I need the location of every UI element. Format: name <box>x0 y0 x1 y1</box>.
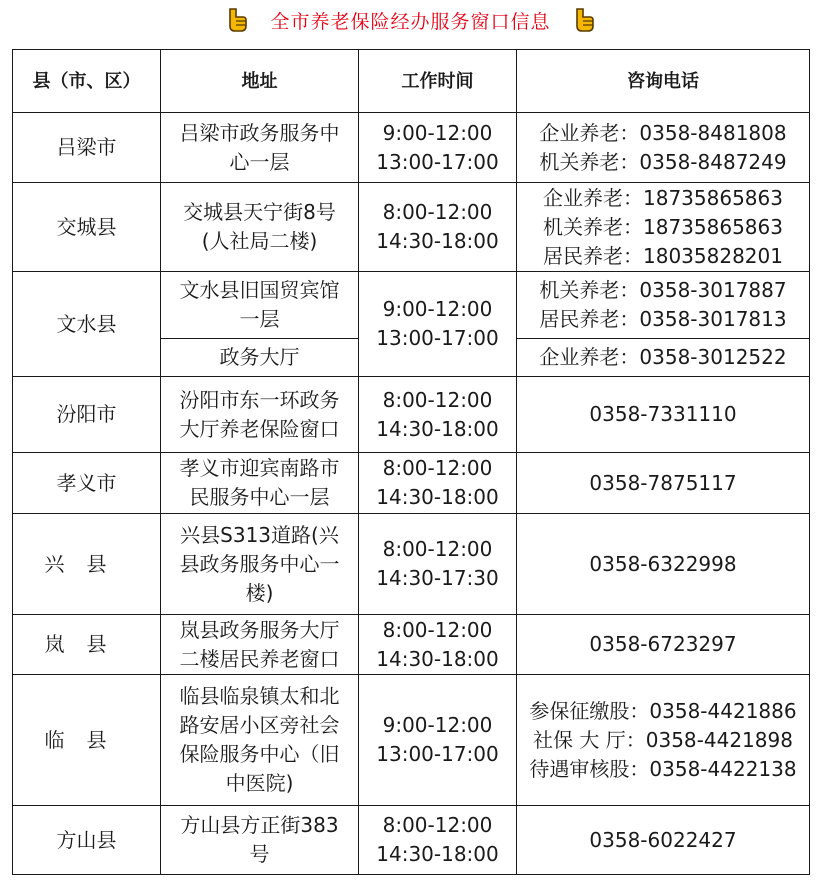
table-row <box>13 514 810 615</box>
address-cell: 政务大厅 <box>161 339 359 377</box>
phone-cell: 0358-6322998 <box>517 514 810 615</box>
phone-line: 机关养老：0358-8487249 <box>539 149 787 174</box>
hours-cell <box>359 377 517 453</box>
hours-line: 14:30-18:00 <box>376 485 499 509</box>
address-line: 号 <box>249 842 270 866</box>
service-window-table <box>12 49 810 875</box>
hours-line: 13:00-17:00 <box>376 742 499 766</box>
phone-line: 参保征缴股：0358-4421886 <box>529 698 797 723</box>
phone-line: 机关养老：18735865863 <box>543 214 783 239</box>
phone-cell: 企业养老：0358-3012522 <box>517 339 810 377</box>
table-row <box>13 615 810 675</box>
hours-cell <box>359 675 517 806</box>
address-line: 汾阳市东一环政务 <box>179 387 340 412</box>
hours-cell <box>359 514 517 615</box>
phone-line: 待遇审核股：0358-4422138 <box>529 756 797 781</box>
hours-line: 13:00-17:00 <box>376 149 499 174</box>
page-header <box>0 0 821 40</box>
hours-line: 9:00-12:00 <box>382 120 493 145</box>
address-line: 一层 <box>239 307 280 331</box>
address-line: 临县临泉镇太和北 <box>179 684 340 708</box>
phone-cell <box>517 272 810 339</box>
pointing-hand-icon <box>226 7 248 33</box>
phone-line: 居民养老：18035828201 <box>543 243 783 268</box>
phone-cell: 0358-7875117 <box>517 453 810 514</box>
county-cell: 孝义市 <box>13 453 161 514</box>
county-cell: 临县 <box>13 675 161 806</box>
phone-line: 社保 大 厅：0358-4421898 <box>533 727 793 752</box>
table-row <box>13 183 810 272</box>
phone-line: 居民养老：0358-3017813 <box>539 307 787 331</box>
hours-line: 13:00-17:00 <box>376 326 499 350</box>
address-line: 心一层 <box>229 149 290 174</box>
address-line: 交城县天宁街8号 <box>183 200 336 224</box>
phone-cell <box>517 675 810 806</box>
hours-cell <box>359 272 517 377</box>
address-cell <box>161 272 359 339</box>
county-cell: 汾阳市 <box>13 377 161 453</box>
address-cell <box>161 514 359 615</box>
table-row <box>13 272 810 339</box>
county-cell: 文水县 <box>13 272 161 377</box>
phone-cell <box>517 183 810 272</box>
county-cell: 岚县 <box>13 615 161 675</box>
county-cell: 吕梁市 <box>13 113 161 183</box>
phone-cell <box>517 113 810 183</box>
table-row <box>13 675 810 806</box>
county-cell: 兴县 <box>13 514 161 615</box>
address-cell <box>161 615 359 675</box>
table-header-row <box>13 50 810 113</box>
address-line: 保险服务中心（旧 <box>179 742 340 766</box>
hours-line: 9:00-12:00 <box>382 297 493 321</box>
hours-cell <box>359 113 517 183</box>
address-cell <box>161 675 359 806</box>
hours-line: 8:00-12:00 <box>382 617 493 642</box>
phone-cell: 0358-7331110 <box>517 377 810 453</box>
hours-line: 9:00-12:00 <box>382 713 493 737</box>
address-line: 孝义市迎宾南路市 <box>179 456 340 480</box>
header-county: 县（市、区） <box>13 50 161 113</box>
hours-line: 8:00-12:00 <box>382 387 493 412</box>
address-line: 文水县旧国贸宾馆 <box>179 278 340 302</box>
hours-line: 8:00-12:00 <box>382 813 493 837</box>
header-hours: 工作时间 <box>359 50 517 113</box>
hours-line: 8:00-12:00 <box>382 537 493 561</box>
address-line: 县政务服务中心一 <box>179 551 340 576</box>
address-line: 路安居小区旁社会 <box>179 713 340 737</box>
hours-line: 14:30-18:00 <box>376 229 499 253</box>
phone-cell: 0358-6022427 <box>517 806 810 875</box>
hours-line: 14:30-18:00 <box>376 416 499 441</box>
hours-line: 8:00-12:00 <box>382 456 493 480</box>
address-line: 大厅养老保险窗口 <box>179 416 340 441</box>
pointing-hand-icon <box>573 7 595 33</box>
county-cell: 交城县 <box>13 183 161 272</box>
phone-line: 机关养老：0358-3017887 <box>539 278 787 302</box>
address-line: 楼) <box>245 580 274 605</box>
address-line: 方山县方正街383 <box>180 813 339 837</box>
address-cell <box>161 453 359 514</box>
address-cell <box>161 183 359 272</box>
county-cell: 方山县 <box>13 806 161 875</box>
page-title: 全市养老保险经办服务窗口信息 <box>270 10 551 33</box>
address-cell <box>161 377 359 453</box>
hours-line: 14:30-17:30 <box>376 566 499 590</box>
hours-cell <box>359 453 517 514</box>
table-row <box>13 453 810 514</box>
hours-line: 14:30-18:00 <box>376 646 499 671</box>
hours-line: 8:00-12:00 <box>382 200 493 224</box>
hours-cell <box>359 806 517 875</box>
table-row <box>13 113 810 183</box>
header-address: 地址 <box>161 50 359 113</box>
phone-cell: 0358-6723297 <box>517 615 810 675</box>
address-cell <box>161 806 359 875</box>
address-line: 民服务中心一层 <box>189 485 330 509</box>
phone-line: 企业养老：18735865863 <box>543 185 783 210</box>
address-line: 兴县S313道路(兴 <box>180 522 339 547</box>
table-row <box>13 377 810 453</box>
header-phone: 咨询电话 <box>517 50 810 113</box>
address-line: 吕梁市政务服务中 <box>179 120 340 145</box>
phone-line: 企业养老：0358-8481808 <box>539 120 787 145</box>
address-line: (人社局二楼) <box>201 229 318 253</box>
address-line: 岚县政务服务大厅 <box>179 617 340 642</box>
hours-cell <box>359 183 517 272</box>
address-line: 中医院) <box>225 771 294 795</box>
table-row <box>13 806 810 875</box>
address-line: 二楼居民养老窗口 <box>179 646 340 671</box>
address-cell <box>161 113 359 183</box>
hours-line: 14:30-18:00 <box>376 842 499 866</box>
hours-cell <box>359 615 517 675</box>
